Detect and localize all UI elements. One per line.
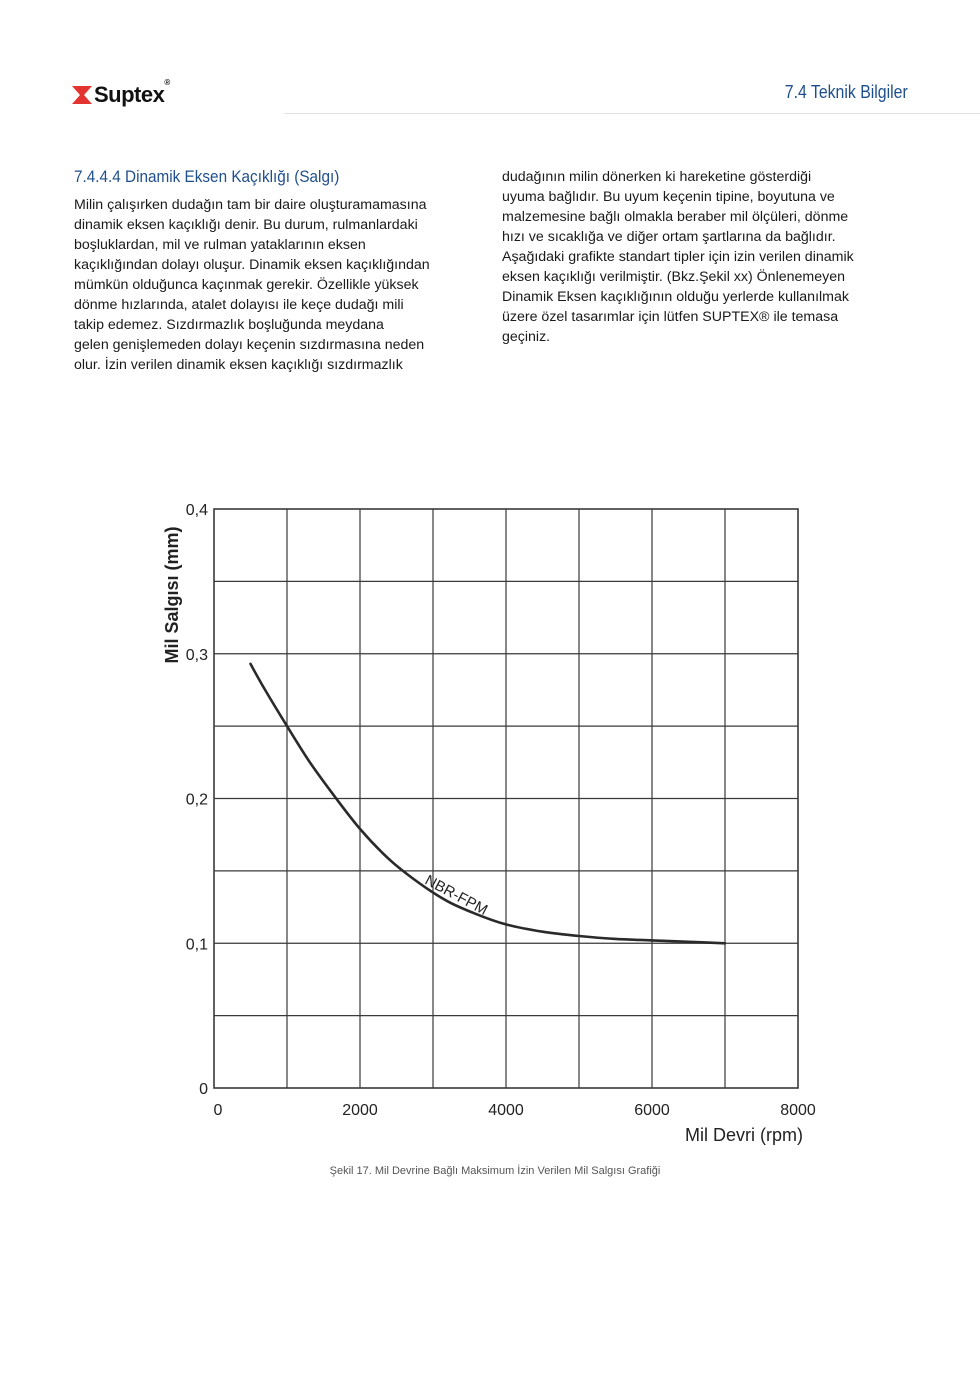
body-text-left-column (74, 195, 474, 375)
x-tick-label: 0 (213, 1102, 223, 1119)
header-section-title: 7.4 Teknik Bilgiler (785, 82, 908, 102)
suptex-logo-icon (72, 86, 92, 104)
text-line: dinamik eksen kaçıklığı denir. Bu durum, rulmanlardaki (74, 217, 418, 233)
brand-logo (72, 78, 170, 108)
y-tick-label: 0,2 (185, 791, 208, 809)
x-tick-label: 2000 (342, 1102, 378, 1119)
text-line: dudağının milin dönerken ki hareketine gösterdiği (502, 169, 812, 185)
section-title: 7.4.4.4 Dinamik Eksen Kaçıklığı (Salgı) (74, 167, 340, 186)
text-line: gelen genişlemeden dolayı keçenin sızdırmasına neden (74, 337, 425, 353)
text-line: olur. İzin verilen dinamik eksen kaçıklığı sızdırmazlık (74, 357, 403, 373)
y-axis-label: Mil Salgısı (mm) (162, 526, 182, 664)
brand-name: Suptex® (94, 78, 170, 107)
brand-registered-mark: ® (164, 78, 170, 87)
text-line: takip edemez. Sızdırmazlık boşluğunda meydana (74, 317, 384, 333)
text-line: dönme hızlarında, atalet dolayısı ile keçe dudağı mili (74, 297, 404, 313)
text-line: geçiniz. (502, 329, 551, 345)
text-line: Aşağıdaki grafikte standart tipler için izin verilen dinamik (502, 249, 854, 265)
y-tick-label: 0 (199, 1081, 208, 1098)
text-line: malzemesine bağlı olmakla beraber mil ölçüleri, dönme (502, 209, 849, 225)
text-line: Milin çalışırken dudağın tam bir daire oluşturamamasına (74, 197, 427, 213)
x-tick-label: 6000 (634, 1102, 670, 1119)
text-line: hızı ve sıcaklığa ve diğer ortam şartlarına da bağlıdır. (502, 229, 836, 245)
x-tick-label: 8000 (780, 1102, 816, 1119)
y-tick-label: 0,3 (185, 646, 208, 664)
text-line: üzere özel tasarımlar için lütfen SUPTEX® ile temasa (502, 309, 839, 325)
text-line: boşluklardan, mil ve rulman yataklarının eksen (74, 237, 366, 253)
text-line: uyuma bağlıdır. Bu uyum keçenin tipine, boyutuna ve (502, 189, 835, 205)
body-text-right-column (502, 167, 904, 347)
series-label: NBR-FPM (422, 871, 491, 919)
text-line: kaçıklığından dolayı oluşur. Dinamik eksen kaçıklığından (74, 257, 430, 273)
figure-caption: Şekil 17. Mil Devrine Bağlı Maksimum İzin Verilen Mil Salgısı Grafiği (329, 1165, 661, 1177)
runout-chart-svg (150, 485, 830, 1155)
runout-chart (150, 485, 830, 1155)
y-tick-label: 0,1 (185, 936, 208, 954)
x-tick-label: 4000 (488, 1102, 524, 1119)
text-line: eksen kaçıklığı verilmiştir. (Bkz.Şekil xx) Önlenemeyen (502, 269, 845, 285)
header-divider (284, 113, 980, 114)
text-line: Dinamik Eksen kaçıklığının olduğu yerlerde kullanılmak (502, 289, 849, 305)
text-line: mümkün olduğunca kaçınmak gerekir. Özellikle yüksek (74, 277, 419, 293)
x-axis-label: Mil Devri (rpm) (685, 1125, 803, 1145)
y-tick-label: 0,4 (185, 502, 208, 519)
